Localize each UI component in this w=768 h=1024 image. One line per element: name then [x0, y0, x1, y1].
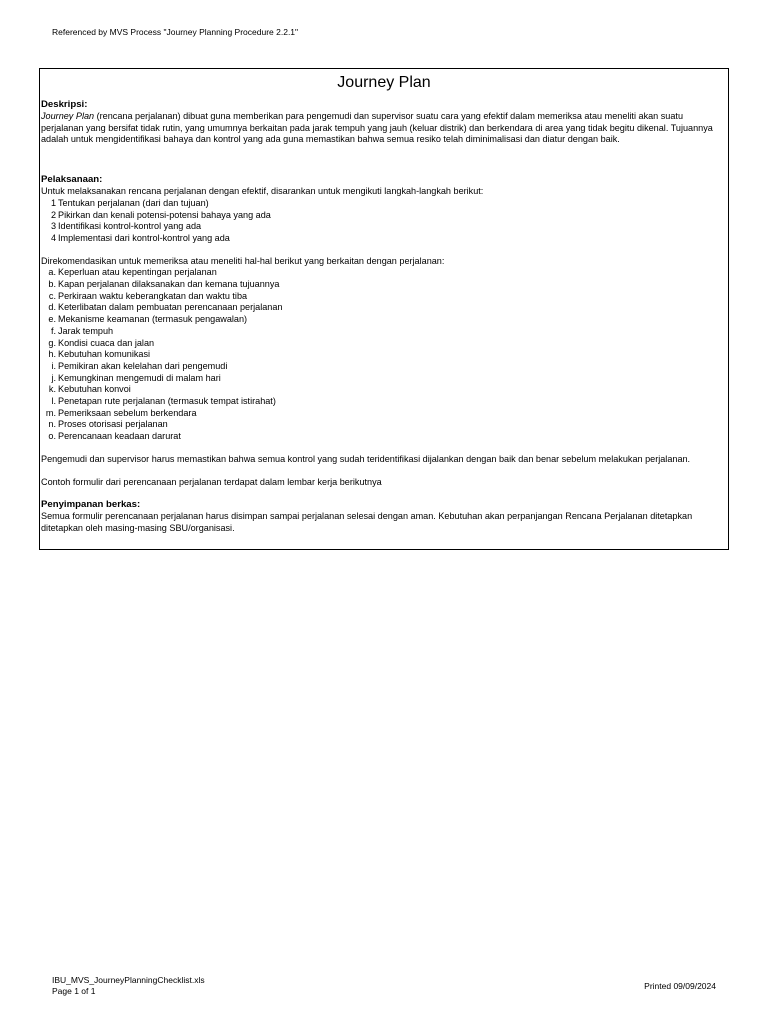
check-marker: g.	[48, 337, 56, 348]
list-item	[41, 338, 727, 350]
check-marker: f.	[50, 325, 56, 336]
page-footer-left	[52, 975, 205, 997]
page-header-reference: Referenced by MVS Process "Journey Planning Procedure 2.2.1"	[52, 27, 299, 37]
pelaksanaan-intro: Untuk melaksanakan rencana perjalanan dengan efektif, disarankan untuk mengikuti langkah-langkah berikut:	[41, 186, 484, 197]
check-text: Keperluan atau kepentingan perjalanan	[58, 267, 217, 278]
step-text: Implementasi dari kontrol-kontrol yang ada	[58, 232, 230, 243]
check-text: Perencanaan keadaan darurat	[58, 431, 181, 442]
pelaksanaan-heading: Pelaksanaan:	[41, 174, 103, 186]
list-item	[41, 326, 727, 338]
list-item	[41, 314, 727, 326]
check-text: Pemeriksaan sebelum berkendara	[58, 407, 197, 418]
step-marker: 2	[50, 209, 56, 220]
check-marker: k.	[48, 384, 56, 395]
step-marker: 3	[50, 221, 56, 232]
check-marker: j.	[51, 372, 56, 383]
list-item	[41, 361, 727, 373]
check-marker: c.	[48, 290, 56, 301]
deskripsi-body: (rencana perjalanan) dibuat guna memberikan para pengemudi dan supervisor suatu cara yang efektif dalam memeriksa atau meneliti akan suatu perjalanan yang bersifat tidak rutin, yang umumnya berkaitan pada jarak tempuh yang jauh (keluar distrik) dan berkendara di area yang tidak begitu dikenal. Tujuannya adalah untuk mengidentifikasi bahaya dan kontrol yang ada guna memastikan bahwa semua resiko telah diminimalisasi dan diatur dengan baik.	[41, 111, 713, 145]
check-marker: m.	[45, 407, 56, 418]
deskripsi-heading: Deskripsi:	[41, 99, 88, 110]
deskripsi-italic-lead: Journey Plan	[41, 111, 95, 121]
document-title: Journey Plan	[337, 74, 431, 91]
check-marker: n.	[48, 419, 56, 430]
closing-paragraph-1: Pengemudi dan supervisor harus memastikan bahwa semua kontrol yang sudah teridentifikasi dijalankan dengan baik dan benar sebelum melakukan perjalanan.	[41, 453, 691, 464]
check-marker: e.	[48, 314, 56, 325]
step-marker: 1	[50, 197, 56, 208]
check-marker: l.	[51, 396, 56, 407]
check-text: Kemungkinan mengemudi di malam hari	[58, 372, 221, 383]
list-item	[41, 291, 727, 303]
check-marker: o.	[48, 431, 56, 442]
step-text: Pikirkan dan kenali potensi-potensi bahaya yang ada	[58, 209, 271, 220]
check-text: Jarak tempuh	[58, 325, 114, 336]
list-item	[41, 349, 727, 361]
check-text: Kondisi cuaca dan jalan	[58, 337, 155, 348]
check-marker: i.	[51, 360, 56, 371]
step-text: Identifikasi kontrol-kontrol yang ada	[58, 221, 202, 232]
check-text: Mekanisme keamanan (termasuk pengawalan)	[58, 314, 248, 325]
check-marker: a.	[48, 267, 56, 278]
list-item	[41, 302, 727, 314]
check-text: Kebutuhan komunikasi	[58, 349, 151, 360]
list-item	[41, 396, 727, 408]
check-text: Pemikiran akan kelelahan dari pengemudi	[58, 360, 228, 371]
check-marker: h.	[48, 349, 56, 360]
list-item	[41, 419, 727, 431]
list-item	[41, 279, 727, 291]
list-item	[41, 431, 727, 443]
check-marker: b.	[48, 279, 56, 290]
steps-list	[41, 198, 727, 245]
checks-list	[41, 267, 727, 443]
check-text: Kapan perjalanan dilaksanakan dan kemana tujuannya	[58, 279, 280, 290]
recommend-intro: Direkomendasikan untuk memeriksa atau meneliti hal-hal berikut yang berkaitan dengan perjalanan:	[41, 255, 445, 266]
step-text: Tentukan perjalanan (dari dan tujuan)	[58, 197, 209, 208]
journey-plan-sheet	[39, 68, 729, 550]
list-item	[41, 221, 727, 233]
penyimpanan-heading: Penyimpanan berkas:	[41, 499, 141, 511]
check-marker: d.	[48, 302, 56, 313]
penyimpanan-text: Semua formulir perencanaan perjalanan harus disimpan sampai perjalanan selesai dengan aman. Kebutuhan akan perpanjangan Rencana Perjalanan ditetapkan ditetapkan oleh masing-masing SBU/organisasi.	[41, 511, 693, 533]
list-item	[41, 210, 727, 222]
list-item	[41, 373, 727, 385]
closing-paragraph-2: Contoh formulir dari perencanaan perjalanan terdapat dalam lembar kerja berikutnya	[41, 476, 382, 487]
step-marker: 4	[50, 232, 56, 243]
check-text: Proses otorisasi perjalanan	[58, 419, 168, 430]
list-item	[41, 267, 727, 279]
list-item	[41, 198, 727, 210]
check-text: Perkiraan waktu keberangkatan dan waktu tiba	[58, 290, 248, 301]
footer-printed-date: Printed 09/09/2024	[644, 981, 716, 991]
check-text: Keterlibatan dalam pembuatan perencanaan perjalanan	[58, 302, 283, 313]
footer-filename: IBU_MVS_JourneyPlanningChecklist.xls	[52, 975, 205, 985]
footer-page-number: Page 1 of 1	[52, 986, 96, 996]
check-text: Penetapan rute perjalanan (termasuk tempat istirahat)	[58, 396, 276, 407]
document-content	[40, 94, 728, 535]
list-item	[41, 384, 727, 396]
list-item	[41, 233, 727, 245]
check-text: Kebutuhan konvoi	[58, 384, 131, 395]
deskripsi-text	[41, 111, 727, 146]
list-item	[41, 408, 727, 420]
